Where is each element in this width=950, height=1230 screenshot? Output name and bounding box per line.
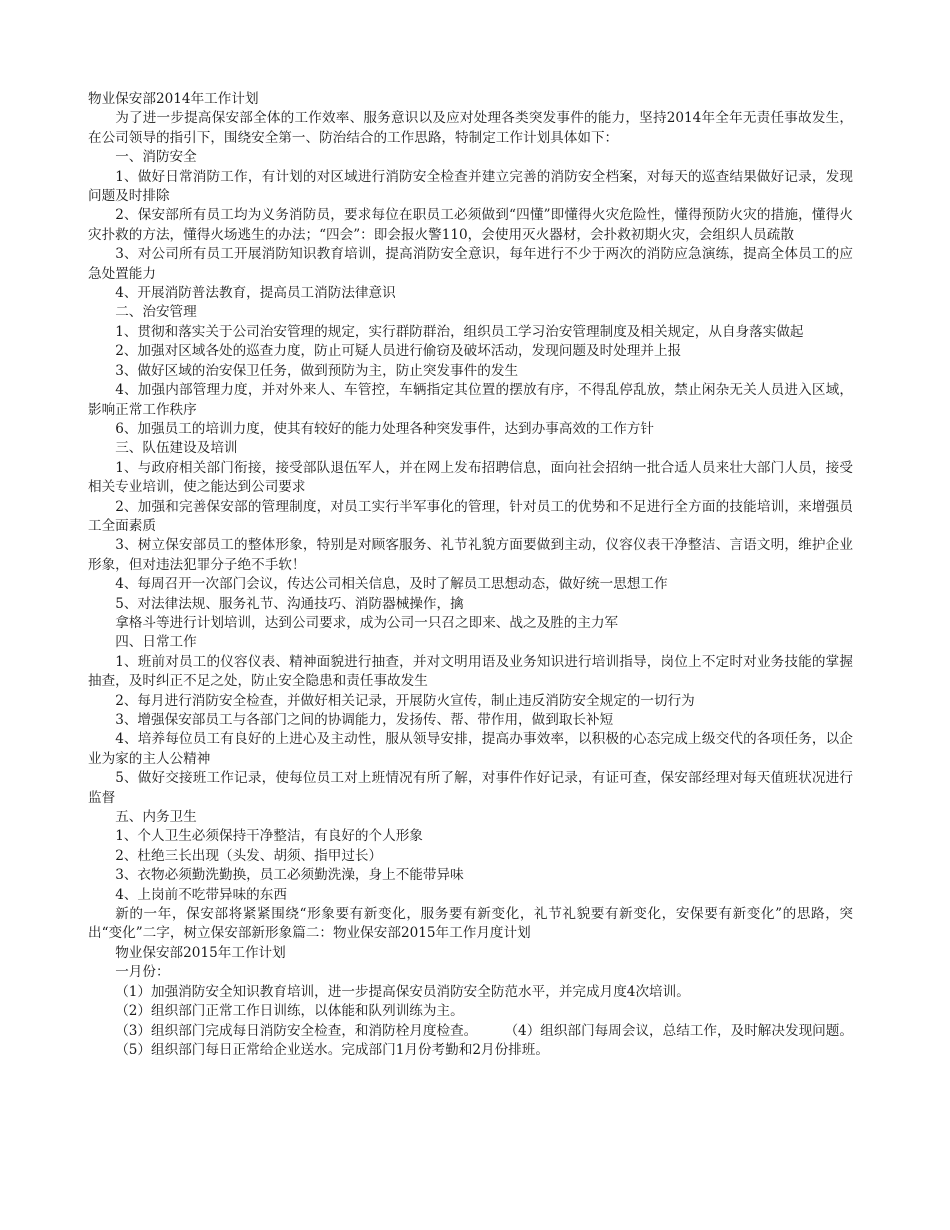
list-item: 3、树立保安部员工的整体形象，特别是对顾客服务、礼节礼貌方面要做到主动，仪容仪表干净整洁、言语文明，维护企业形象，但对违法犯罪分子绝不手软！: [88, 537, 853, 573]
list-item: 4、培养每位员工有良好的上进心及主动性，服从领导安排，提高办事效率，以积极的心态完成上级交代的各项任务，以企业为家的主人公精神: [88, 731, 853, 767]
list-item: 1、个人卫生必须保持干净整洁，有良好的个人形象: [115, 828, 423, 845]
list-item: 2、加强和完善保安部的管理制度，对员工实行半军事化的管理，针对员工的优势和不足进行全方面的技能培训，来增强员工全面素质: [88, 498, 853, 534]
list-item: （2）组织部门正常工作日训练，以体能和队列训练为主。: [115, 1003, 464, 1020]
section-heading-hygiene: 五、内务卫生: [115, 809, 197, 826]
list-item: 4、上岗前不吃带异味的东西: [115, 886, 287, 903]
document-page: [88, 90, 853, 1060]
section-heading-team-building: 三、队伍建设及培训: [115, 440, 238, 457]
list-item: 1、贯彻和落实关于公司治安管理的规定，实行群防群治，组织员工学习治安管理制度及相关规定，从自身落实做起: [115, 323, 804, 340]
list-item: （1）加强消防安全知识教育培训，进一步提高保安员消防安全防范水平，并完成月度4次培训。: [115, 983, 690, 1000]
list-item: 5、对法律法规、服务礼节、沟通技巧、消防器械操作，擒: [115, 595, 464, 612]
intro-paragraph: 为了进一步提高保安部全体的工作效率、服务意识以及应对处理各类突发事件的能力，坚持2014年全年无责任事故发生，在公司领导的指引下，围绕安全第一、防治结合的工作思路，特制定工作计划具体如下：: [88, 110, 853, 146]
list-item: （3）组织部门完成每日消防安全检查，和消防栓月度检查。 （4）组织部门每周会议，总结工作，及时解决发现问题。: [115, 1022, 853, 1039]
list-item: 2、加强对区域各处的巡查力度，防止可疑人员进行偷窃及破坏活动，发现问题及时处理并上报: [115, 343, 682, 360]
list-item: （5）组织部门每日正常给企业送水。完成部门1月份考勤和2月份排班。: [115, 1041, 549, 1058]
list-item: 1、做好日常消防工作，有计划的对区域进行消防安全检查并建立完善的消防安全档案，对每天的巡查结果做好记录，发现问题及时排除: [88, 168, 853, 205]
section-heading-fire-safety: 一、消防安全: [115, 149, 197, 166]
list-item-continuation: 拿格斗等进行计划培训，达到公司要求，成为公司一只召之即来、战之及胜的主力军: [115, 614, 619, 631]
document-title: 物业保安部2014年工作计划: [88, 91, 259, 107]
list-item: 3、对公司所有员工开展消防知识教育培训，提高消防安全意识，每年进行不少于两次的消防应急演练，提高全体员工的应急处置能力: [88, 246, 853, 282]
list-item: 2、杜绝三长出现（头发、胡须、指甲过长）: [115, 847, 383, 864]
section-heading-security: 二、治安管理: [115, 304, 197, 321]
list-item: 4、每周召开一次部门会议，传达公司相关信息，及时了解员工思想动态，做好统一思想工作: [115, 576, 668, 593]
list-item: 3、做好区域的治安保卫任务，做到预防为主，防止突发事件的发生: [115, 362, 519, 379]
list-item: 4、加强内部管理力度，并对外来人、车管控，车辆指定其位置的摆放有序，不得乱停乱放，禁止闲杂无关人员进入区域，影响正常工作秩序: [88, 382, 853, 418]
list-item: 1、与政府相关部门衔接，接受部队退伍军人，并在网上发布招聘信息，面向社会招纳一批合适人员来壮大部门人员，接受相关专业培训，使之能达到公司要求: [88, 459, 853, 496]
list-item: 2、保安部所有员工均为义务消防员，要求每位在职员工必须做到“四懂”即懂得火灾危险性，懂得预防火灾的措施，懂得火灾扑救的方法，懂得火场逃生的办法；“四会”：即会报火警110，会使用灭火器材，会扑救初期火灾，会组织人员疏散: [88, 207, 853, 243]
list-item: 2、每月进行消防安全检查，并做好相关记录，开展防火宣传，制止违反消防安全规定的一切行为: [115, 692, 695, 709]
closing-paragraph: 新的一年，保安部将紧紧围绕“形象要有新变化，服务要有新变化，礼节礼貌要有新变化，安保要有新变化”的思路，突出“变化”二字，树立保安部新形象篇二：物业保安部2015年工作月度计划: [88, 906, 853, 942]
month-heading: 一月份：: [115, 964, 170, 981]
list-item: 3、衣物必须勤洗勤换，员工必须勤洗澡，身上不能带异味: [115, 867, 464, 884]
section-heading-daily-work: 四、日常工作: [115, 634, 197, 651]
list-item: 4、开展消防普法教育，提高员工消防法律意识: [115, 285, 396, 302]
list-item: 5、做好交接班工作记录，使每位员工对上班情况有所了解，对事件作好记录，有证可查，保安部经理对每天值班状况进行监督: [88, 770, 853, 806]
list-item: 1、班前对员工的仪容仪表、精神面貌进行抽查，并对文明用语及业务知识进行培训指导，岗位上不定时对业务技能的掌握抽查，及时纠正不足之处，防止安全隐患和责任事故发生: [88, 653, 853, 690]
list-item: 3、增强保安部员工与各部门之间的协调能力，发扬传、帮、带作用，做到取长补短: [115, 712, 614, 728]
list-item: 6、加强员工的培训力度，使其有较好的能力处理各种突发事件，达到办事高效的工作方针: [115, 420, 654, 437]
second-title: 物业保安部2015年工作计划: [115, 944, 286, 961]
